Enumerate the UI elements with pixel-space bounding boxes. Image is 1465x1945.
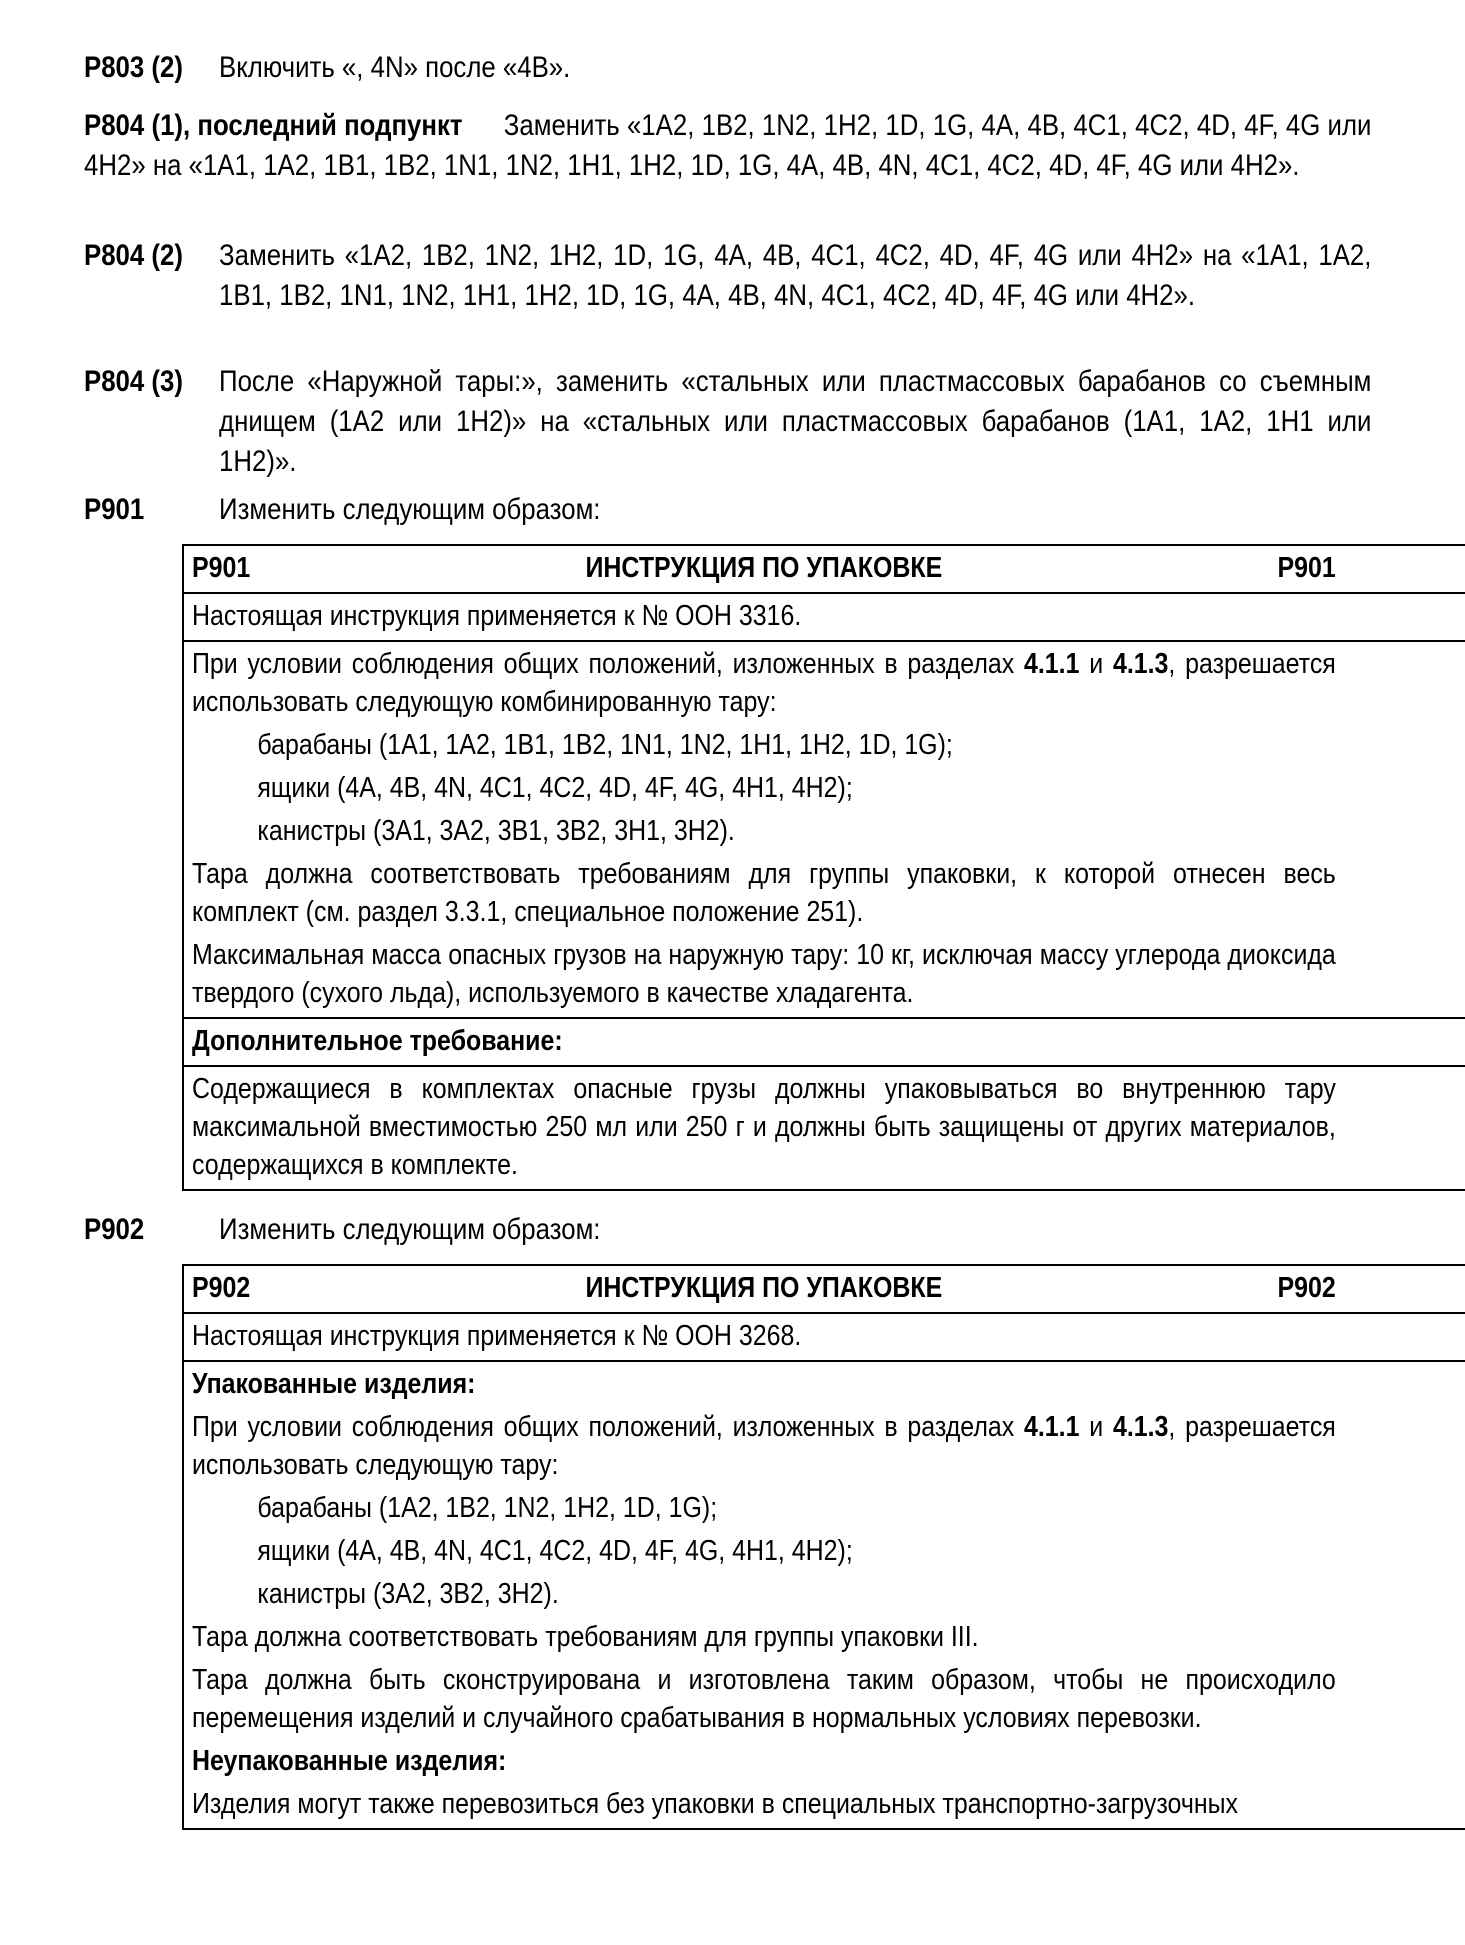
packaging-boxes: ящики (4A, 4B, 4N, 4C1, 4C2, 4D, 4F, 4G, 4H1, 4H2); <box>257 1535 853 1567</box>
amendment-label: P803 (2) <box>84 51 183 84</box>
packaging-jerricans: канистры (3A2, 3B2, 3H2). <box>257 1578 559 1610</box>
instruction-code-right: P902 <box>1277 1272 1336 1304</box>
unpackaged-articles-heading: Неупакованные изделия: <box>192 1745 507 1777</box>
instruction-title: ИНСТРУКЦИЯ ПО УПАКОВКЕ <box>585 1272 943 1304</box>
unpackaged-articles-text: Изделия могут также перевозиться без упаковки в специальных транспортно-загрузочных <box>192 1788 1238 1820</box>
instruction-code-left: P902 <box>192 1272 251 1304</box>
applies-text: Настоящая инструкция применяется к № ООН 3316. <box>192 600 802 632</box>
amendment-text: После «Наружной тары:», заменить «стальных или пластмассовых барабанов со съемным днищем (1A2 или 1H2)» на «стальных или пластмассовых барабанов (1A1, 1A2, 1H1 или 1H2)». <box>219 365 1372 478</box>
packing-group-text: Тара должна соответствовать требованиям для группы упаковки, к которой отнесен весь комплект (см. раздел 3.3.1, специальное положение 251). <box>192 858 1336 928</box>
packaging-drums: барабаны (1A2, 1B2, 1N2, 1H2, 1D, 1G); <box>257 1492 718 1524</box>
table-header-row <box>183 545 1465 593</box>
applies-text: Настоящая инструкция применяется к № ООН 3268. <box>192 1320 802 1352</box>
design-requirement-text: Тара должна быть сконструирована и изготовлена таким образом, чтобы не происходило перемещения изделий и случайного срабатывания в нормальных условиях перевозки. <box>192 1664 1336 1734</box>
amendment-text: Заменить «1A2, 1B2, 1N2, 1H2, 1D, 1G, 4A, 4B, 4C1, 4C2, 4D, 4F, 4G или 4H2» на «1A1, 1A2, 1B1, 1B2, 1N1, 1N2, 1H1, 1H2, 1D, 1G, 4A, 4B, 4N, 4C1, 4C2, 4D, 4F, 4G или 4H2». <box>84 109 1372 182</box>
table-header <box>192 1269 1336 1307</box>
section-ref: 4.1.1 <box>1024 1411 1080 1443</box>
section-ref: 4.1.3 <box>1112 1411 1169 1443</box>
amendment-label: P901 <box>84 493 145 526</box>
additional-requirement-heading: Дополнительное требование: <box>192 1025 563 1057</box>
intro-paragraph: При условии соблюдения общих положений, изложенных в разделах 4.1.1 и 4.1.3, разрешается использовать следующую тару: <box>192 1411 1336 1481</box>
instruction-code-right: P901 <box>1277 552 1336 584</box>
packaging-jerricans: канистры (3A1, 3A2, 3B1, 3B2, 3H1, 3H2). <box>257 815 735 847</box>
additional-requirement-text: Содержащиеся в комплектах опасные грузы должны упаковываться во внутреннюю тару максимальной вместимостью 250 мл или 250 г и должны быть защищены от других материалов, содержащихся в комплекте. <box>192 1073 1336 1181</box>
amendment-paragraph <box>84 106 1371 186</box>
table-row <box>183 593 1465 641</box>
table-row <box>183 1361 1465 1829</box>
intro-paragraph: При условии соблюдения общих положений, изложенных в разделах 4.1.1 и 4.1.3, разрешается использовать следующую комбинированную тару: <box>192 648 1336 718</box>
amendment-text: Заменить «1A2, 1B2, 1N2, 1H2, 1D, 1G, 4A, 4B, 4C1, 4C2, 4D, 4F, 4G или 4H2» на «1A1, 1A2, 1B1, 1B2, 1N1, 1N2, 1H1, 1H2, 1D, 1G, 4A, 4B, 4N, 4C1, 4C2, 4D, 4F, 4G или 4H2». <box>219 239 1372 312</box>
instruction-code-left: P901 <box>192 552 251 584</box>
packing-group-text: Тара должна соответствовать требованиям для группы упаковки III. <box>192 1621 979 1653</box>
amendment-text: Изменить следующим образом: <box>219 1213 601 1246</box>
amendment-label: P902 <box>84 1213 145 1246</box>
amendment-label: P804 (3) <box>84 365 183 398</box>
table-header <box>192 549 1336 587</box>
table-row <box>183 1018 1465 1066</box>
amendment-text: Включить «, 4N» после «4B». <box>219 51 571 84</box>
packing-instruction-p902-table <box>182 1264 1465 1830</box>
packaged-articles-heading: Упакованные изделия: <box>192 1368 476 1400</box>
table-row <box>183 641 1465 1018</box>
packing-instruction-p901-table <box>182 544 1465 1191</box>
table-row <box>183 1313 1465 1361</box>
table-row <box>183 1066 1465 1190</box>
table-header-row <box>183 1265 1465 1313</box>
max-mass-text: Максимальная масса опасных грузов на наружную тару: 10 кг, исключая массу углерода диоксида твердого (сухого льда), используемого в качестве хладагента. <box>192 939 1336 1009</box>
section-ref: 4.1.3 <box>1112 648 1169 680</box>
amendment-label: P804 (2) <box>84 239 183 272</box>
amendment-label: P804 (1), последний подпункт <box>84 109 463 142</box>
packaging-drums: барабаны (1A1, 1A2, 1B1, 1B2, 1N1, 1N2, 1H1, 1H2, 1D, 1G); <box>257 729 953 761</box>
packaging-boxes: ящики (4A, 4B, 4N, 4C1, 4C2, 4D, 4F, 4G, 4H1, 4H2); <box>257 772 853 804</box>
instruction-title: ИНСТРУКЦИЯ ПО УПАКОВКЕ <box>585 552 943 584</box>
section-ref: 4.1.1 <box>1024 648 1080 680</box>
amendment-text: Изменить следующим образом: <box>219 493 601 526</box>
